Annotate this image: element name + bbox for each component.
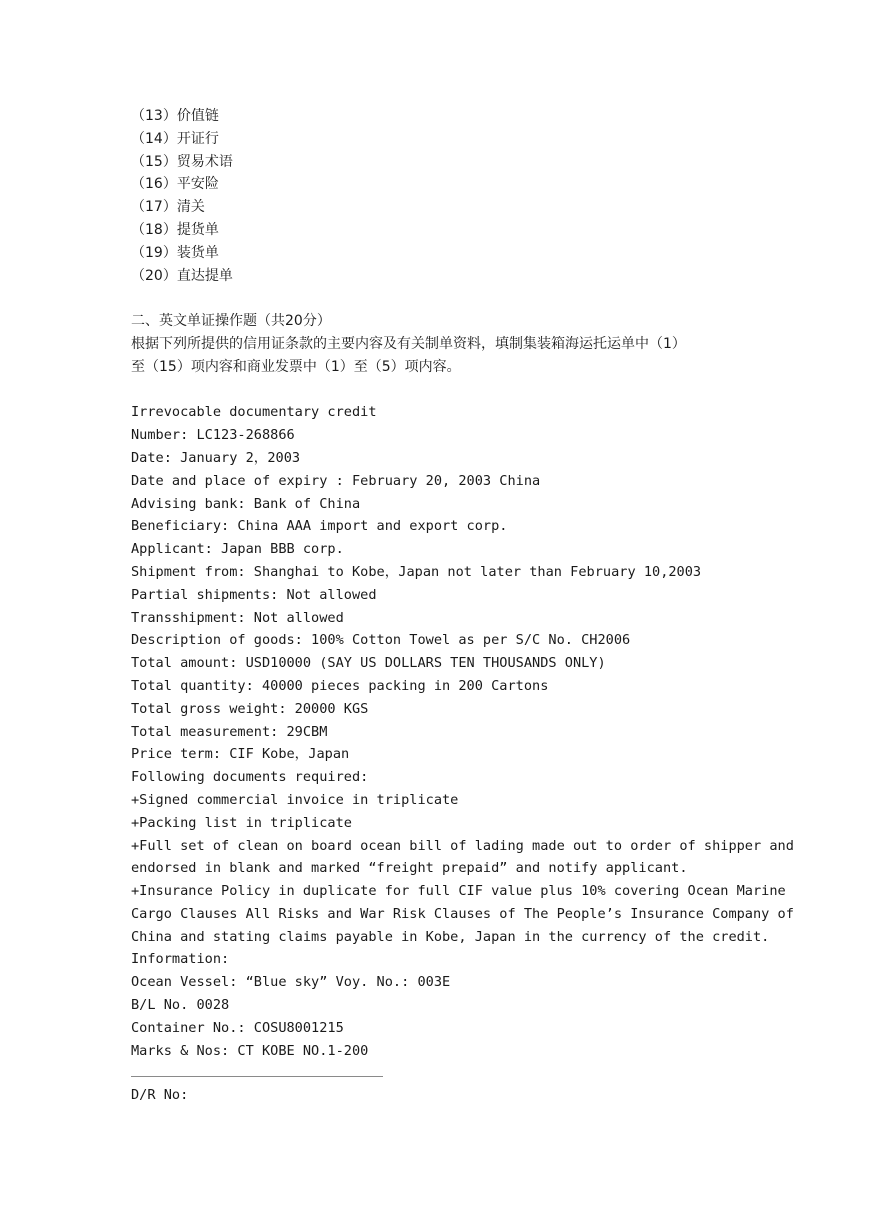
beneficiary: Beneficiary: China AAA import and export corp.: [131, 518, 508, 535]
list-item: （19）装货单: [131, 244, 219, 261]
spacer: [131, 379, 751, 402]
list-item: （14）开证行: [131, 130, 219, 147]
total-amount: Total amount: USD10000 (SAY US DOLLARS TEN THOUSANDS ONLY): [131, 655, 606, 672]
document-item: endorsed in blank and marked “freight prepaid” and notify applicant.: [131, 860, 688, 877]
instruction-text: 至（15）项内容和商业发票中（1）至（5）项内容。: [131, 358, 461, 375]
list-item: （15）贸易术语: [131, 153, 233, 170]
credit-expiry: Date and place of expiry : February 20, 2003 China: [131, 472, 541, 489]
list-item: （16）平安险: [131, 176, 219, 193]
bl-number: B/L No. 0028: [131, 997, 230, 1014]
partial-shipments: Partial shipments: Not allowed: [131, 586, 377, 603]
divider: [131, 1076, 383, 1077]
advising-bank: Advising bank: Bank of China: [131, 495, 361, 512]
list-item: （13）价值链: [131, 108, 219, 124]
applicant: Applicant: Japan BBB corp.: [131, 541, 344, 558]
list-item: （18）提货单: [131, 221, 219, 238]
credit-number: Number: LC123-268866: [131, 427, 295, 444]
container-number: Container No.: COSU8001215: [131, 1019, 344, 1036]
document-item: +Insurance Policy in duplicate for full CIF value plus 10% covering Ocean Marine: [131, 883, 786, 900]
total-measurement: Total measurement: 29CBM: [131, 723, 328, 740]
terms-list: [131, 105, 751, 287]
ocean-vessel: Ocean Vessel: “Blue sky” Voy. No.: 003E: [131, 974, 451, 991]
total-quantity: Total quantity: 40000 pieces packing in 200 Cartons: [131, 677, 549, 694]
documents-heading: Following documents required:: [131, 769, 369, 786]
shipment: Shipment from: Shanghai to Kobe，Japan not later than February 10,2003: [131, 563, 702, 580]
list-item: （20）直达提单: [131, 267, 233, 284]
goods-description: Description of goods: 100% Cotton Towel as per S/C No. CH2006: [131, 632, 631, 649]
document-item: Cargo Clauses All Risks and War Risk Clauses of The People’s Insurance Company of: [131, 905, 794, 922]
price-term: Price term: CIF Kobe，Japan: [131, 746, 350, 763]
credit-title: Irrevocable documentary credit: [131, 404, 377, 421]
credit-terms: [131, 401, 794, 948]
document-item: China and stating claims payable in Kobe, Japan in the currency of the credit.: [131, 928, 770, 945]
shipping-information: [131, 948, 751, 1062]
document-body: [131, 105, 794, 1107]
document-item: +Full set of clean on board ocean bill of lading made out to order of shipper and: [131, 837, 794, 854]
instruction-text: 根据下列所提供的信用证条款的主要内容及有关制单资料，填制集装箱海运托运单中（1）: [131, 335, 686, 352]
list-item: （17）清关: [131, 199, 205, 216]
information-heading: Information:: [131, 951, 230, 968]
document-item: +Signed commercial invoice in triplicate: [131, 791, 459, 808]
gross-weight: Total gross weight: 20000 KGS: [131, 700, 369, 717]
dr-number-label: D/R No:: [131, 1087, 189, 1104]
transshipment: Transshipment: Not allowed: [131, 609, 344, 626]
credit-date: Date: January 2，2003: [131, 449, 301, 466]
section-heading: 二、英文单证操作题（共20分）: [131, 313, 331, 330]
document-item: +Packing list in triplicate: [131, 814, 352, 831]
marks-and-numbers: Marks & Nos: CT KOBE NO.1-200: [131, 1042, 369, 1059]
section-2: [131, 310, 751, 378]
spacer: [131, 287, 751, 310]
